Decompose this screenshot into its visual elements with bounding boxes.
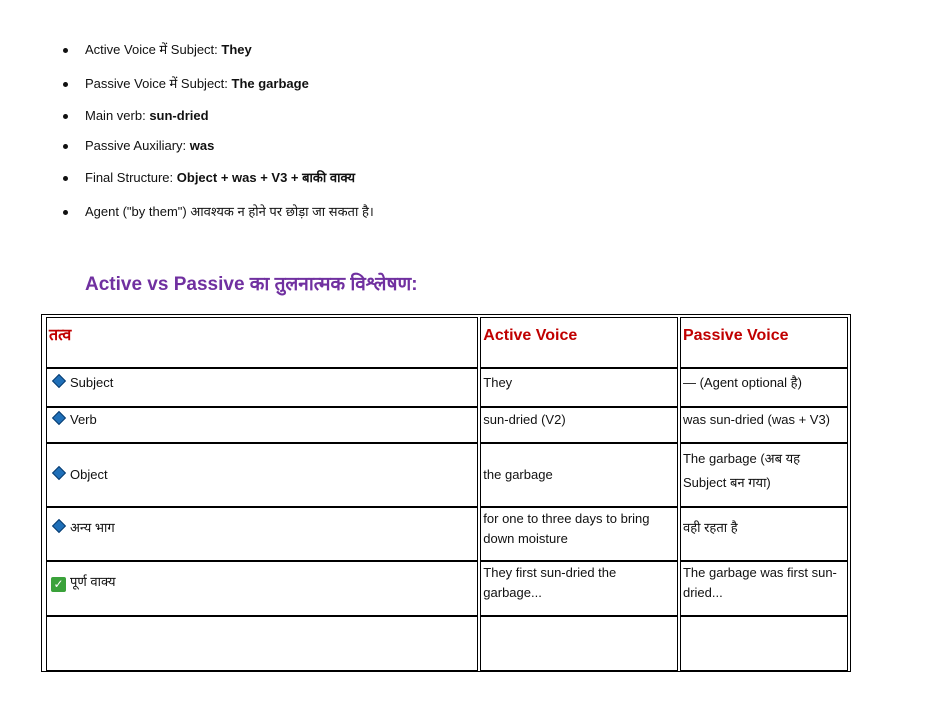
bullet-dot-icon [63, 114, 68, 119]
bullet-text: Active Voice में Subject: [85, 42, 222, 57]
cell-element-text: अन्य भाग [70, 520, 115, 535]
cell-element-text: पूर्ण वाक्य [70, 574, 116, 589]
bullet-text: Agent ("by them") आवश्यक न होने पर छोड़ा जा सकता है। [85, 204, 374, 219]
cell-passive: The garbage (अब यह Subject बन गया) [680, 443, 848, 507]
cell-active: the garbage [480, 443, 678, 507]
cell-element [46, 443, 478, 507]
table-row [46, 507, 848, 561]
cell-passive [680, 616, 848, 671]
cell-element-text: Object [70, 467, 108, 482]
bullet-bold-text: They [221, 42, 252, 57]
bullet-bold-text: was [189, 138, 215, 153]
table-row [46, 561, 848, 616]
bullet-text: Passive Auxiliary: [85, 138, 190, 153]
bullet-text: Main verb: [85, 108, 150, 123]
bullet-dot-icon [63, 176, 68, 181]
table-row [46, 368, 848, 407]
cell-element-text: Subject [70, 375, 114, 390]
cell-passive: — (Agent optional है) [680, 368, 848, 407]
table-row-empty [46, 616, 848, 671]
bullet-text: Passive Voice में Subject: [85, 76, 232, 91]
cell-passive: वही रहता है [680, 507, 848, 561]
blue-diamond-icon [52, 374, 66, 388]
bullet-bold-text: The garbage [231, 76, 309, 91]
cell-active: They first sun-dried the garbage... [480, 561, 678, 616]
header-active-voice: Active Voice [480, 317, 678, 368]
bullet-text: Final Structure: [85, 170, 177, 185]
cell-active [480, 616, 678, 671]
cell-element [46, 561, 478, 616]
cell-passive: The garbage was first sun-dried... [680, 561, 848, 616]
bullet-bold-text: Object + was + V3 + बाकी वाक्य [176, 170, 355, 185]
table-row [46, 407, 848, 443]
header-element: तत्व [46, 317, 478, 368]
comparison-table-grid [44, 317, 850, 671]
comparison-table [41, 314, 851, 672]
blue-diamond-icon [52, 411, 66, 425]
bullet-dot-icon [63, 82, 68, 87]
cell-active: for one to three days to bring down moisture [480, 507, 678, 561]
cell-element [46, 616, 478, 671]
table-header-row [46, 317, 848, 368]
blue-diamond-icon [52, 519, 66, 533]
cell-element [46, 507, 478, 561]
bullet-dot-icon [63, 210, 68, 215]
bullet-bold-text: sun-dried [149, 108, 209, 123]
cell-passive: was sun-dried (was + V3) [680, 407, 848, 443]
cell-active: sun-dried (V2) [480, 407, 678, 443]
cell-element [46, 368, 478, 407]
header-passive-voice: Passive Voice [680, 317, 848, 368]
bullet-dot-icon [63, 48, 68, 53]
section-heading: Active vs Passive का तुलनात्मक विश्लेषण: [85, 274, 418, 295]
table-row [46, 443, 848, 507]
cell-element-text: Verb [70, 412, 97, 427]
cell-active: They [480, 368, 678, 407]
check-mark-icon: ✓ [51, 577, 66, 592]
cell-element [46, 407, 478, 443]
bullet-dot-icon [63, 144, 68, 149]
blue-diamond-icon [52, 466, 66, 480]
